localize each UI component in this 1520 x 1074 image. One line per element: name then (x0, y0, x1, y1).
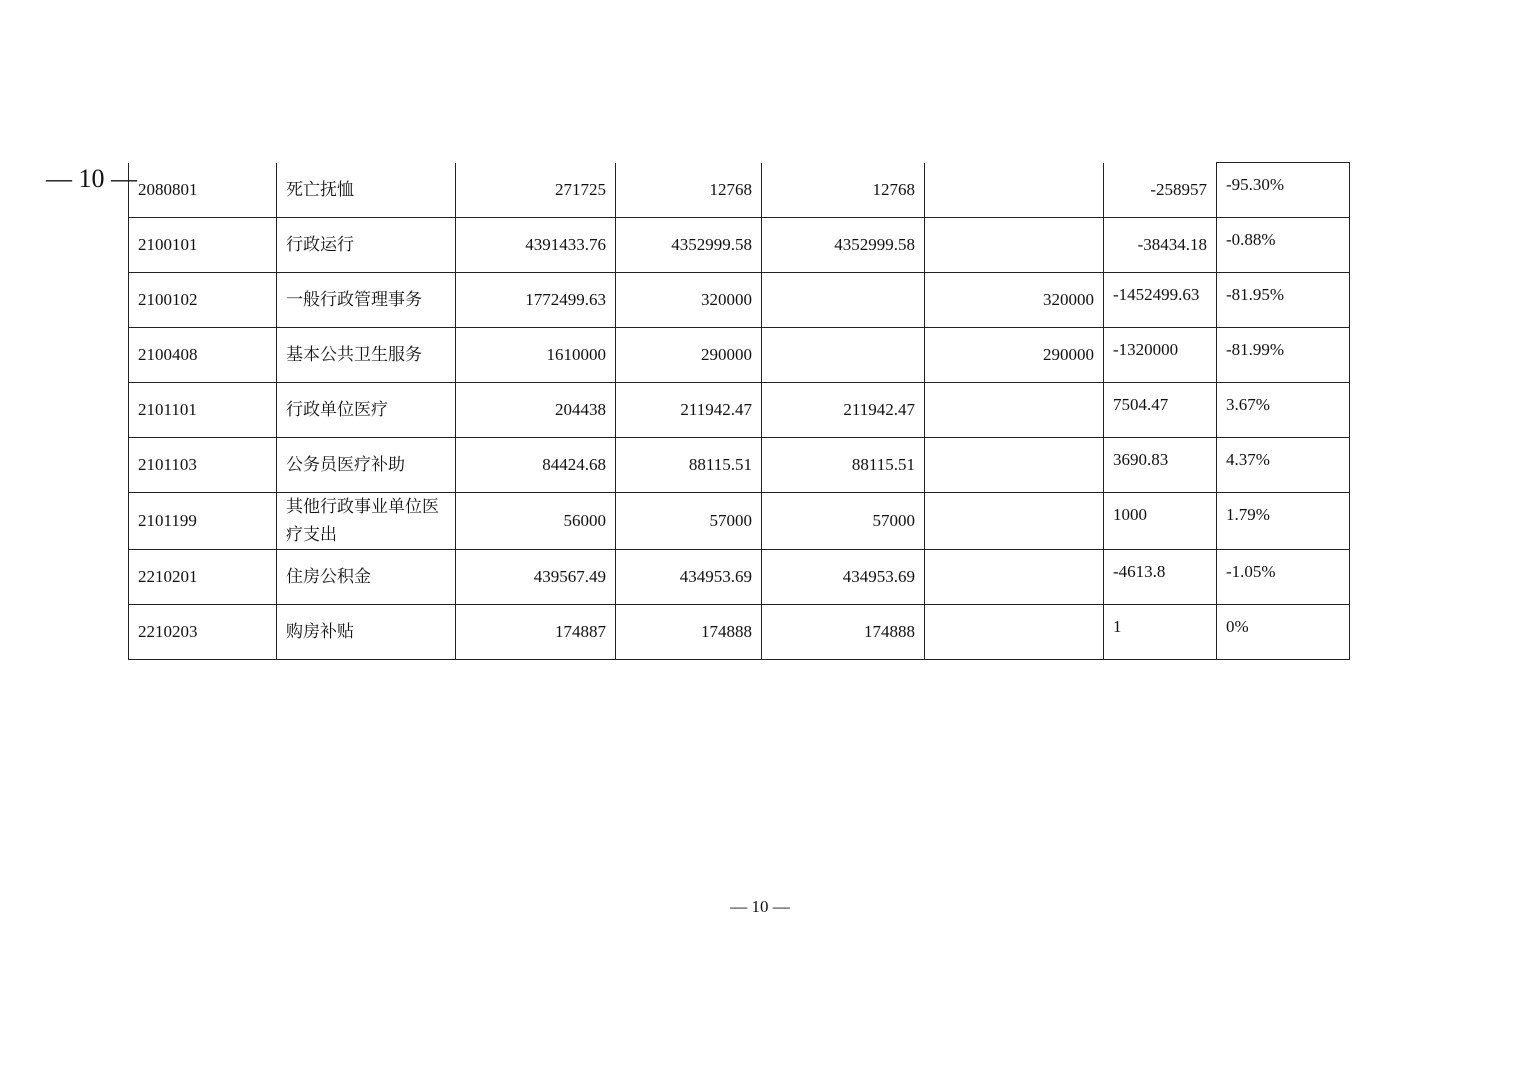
prev-total-cell: 1610000 (456, 328, 616, 383)
pct-cell: 0% (1217, 605, 1350, 660)
table-row (129, 493, 1350, 550)
table-row (129, 218, 1350, 273)
pct-cell: -81.95% (1217, 273, 1350, 328)
change-cell: -1320000 (1104, 328, 1217, 383)
budget-table (128, 162, 1350, 660)
total-cell: 88115.51 (616, 438, 762, 493)
change-cell: 1 (1104, 605, 1217, 660)
prev-total-cell: 4391433.76 (456, 218, 616, 273)
pct-cell: -81.99% (1217, 328, 1350, 383)
change-cell: 1000 (1104, 493, 1217, 550)
project-cell (925, 550, 1104, 605)
prev-total-cell: 84424.68 (456, 438, 616, 493)
change-cell: -1452499.63 (1104, 273, 1217, 328)
pct-cell: 1.79% (1217, 493, 1350, 550)
prev-total-cell: 271725 (456, 163, 616, 218)
total-cell: 57000 (616, 493, 762, 550)
total-cell: 211942.47 (616, 383, 762, 438)
pct-cell: 3.67% (1217, 383, 1350, 438)
basic-cell: 12768 (762, 163, 925, 218)
subject-code: 2100102 (129, 273, 277, 328)
project-cell (925, 383, 1104, 438)
basic-cell (762, 273, 925, 328)
pct-cell: 4.37% (1217, 438, 1350, 493)
subject-code: 2080801 (129, 163, 277, 218)
total-cell: 12768 (616, 163, 762, 218)
prev-total-cell: 174887 (456, 605, 616, 660)
project-cell (925, 493, 1104, 550)
total-cell: 290000 (616, 328, 762, 383)
project-cell (925, 438, 1104, 493)
page-number-bottom: — 10 — (730, 897, 790, 916)
pct-cell: -95.30% (1217, 163, 1350, 218)
page-number-top: — 10 — (46, 164, 137, 193)
change-cell: -258957 (1104, 163, 1217, 218)
subject-name: 其他行政事业单位医疗支出 (277, 493, 456, 550)
subject-code: 2100408 (129, 328, 277, 383)
subject-name: 死亡抚恤 (277, 163, 456, 218)
total-cell: 320000 (616, 273, 762, 328)
subject-code: 2210201 (129, 550, 277, 605)
subject-name: 行政单位医疗 (277, 383, 456, 438)
project-cell (925, 218, 1104, 273)
subject-code: 2101103 (129, 438, 277, 493)
basic-cell: 211942.47 (762, 383, 925, 438)
table-row (129, 383, 1350, 438)
project-cell (925, 163, 1104, 218)
change-cell: -4613.8 (1104, 550, 1217, 605)
total-cell: 434953.69 (616, 550, 762, 605)
table-row (129, 550, 1350, 605)
prev-total-cell: 204438 (456, 383, 616, 438)
table-row (129, 438, 1350, 493)
total-cell: 4352999.58 (616, 218, 762, 273)
pct-cell: -0.88% (1217, 218, 1350, 273)
subject-name: 一般行政管理事务 (277, 273, 456, 328)
subject-name: 基本公共卫生服务 (277, 328, 456, 383)
table-row (129, 163, 1350, 218)
project-cell: 320000 (925, 273, 1104, 328)
table-row (129, 328, 1350, 383)
subject-name: 行政运行 (277, 218, 456, 273)
basic-cell: 88115.51 (762, 438, 925, 493)
basic-cell (762, 328, 925, 383)
subject-code: 2101101 (129, 383, 277, 438)
project-cell (925, 605, 1104, 660)
prev-total-cell: 1772499.63 (456, 273, 616, 328)
subject-name: 住房公积金 (277, 550, 456, 605)
table-row (129, 605, 1350, 660)
change-cell: 7504.47 (1104, 383, 1217, 438)
subject-name: 购房补贴 (277, 605, 456, 660)
subject-code: 2101199 (129, 493, 277, 550)
total-cell: 174888 (616, 605, 762, 660)
basic-cell: 174888 (762, 605, 925, 660)
change-cell: -38434.18 (1104, 218, 1217, 273)
subject-name: 公务员医疗补助 (277, 438, 456, 493)
project-cell: 290000 (925, 328, 1104, 383)
basic-cell: 57000 (762, 493, 925, 550)
prev-total-cell: 439567.49 (456, 550, 616, 605)
pct-cell: -1.05% (1217, 550, 1350, 605)
table-row (129, 273, 1350, 328)
prev-total-cell: 56000 (456, 493, 616, 550)
subject-code: 2210203 (129, 605, 277, 660)
basic-cell: 4352999.58 (762, 218, 925, 273)
change-cell: 3690.83 (1104, 438, 1217, 493)
subject-code: 2100101 (129, 218, 277, 273)
basic-cell: 434953.69 (762, 550, 925, 605)
